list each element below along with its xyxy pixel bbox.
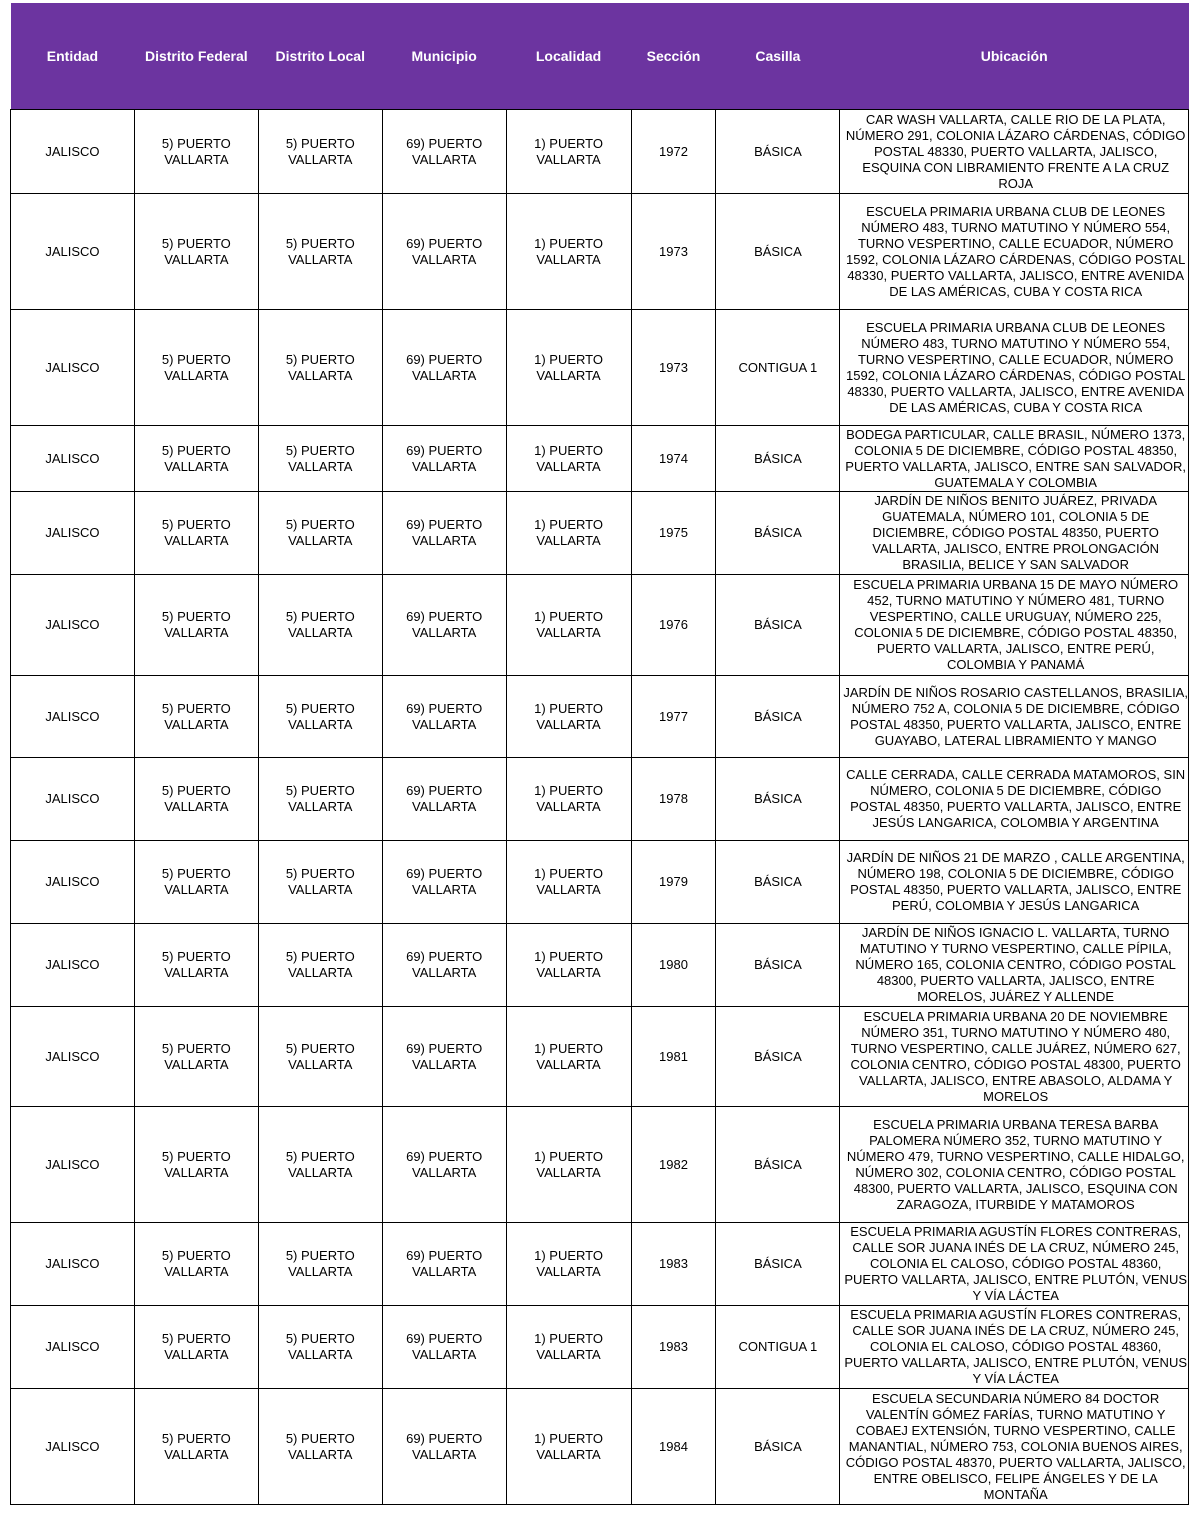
header-distrito-local: Distrito Local xyxy=(258,3,382,110)
cell-seccion: 1984 xyxy=(631,1389,716,1505)
cell-municipio: 69) PUERTO VALLARTA xyxy=(382,1223,506,1306)
cell-ubicacion: ESCUELA PRIMARIA URBANA 15 DE MAYO NÚMERO 452, TURNO MATUTINO Y NÚMERO 481, TURNO VESPERTINO, CALLE URUGUAY, NÚMERO 225, COLONIA 5 DE DICIEMBRE, CÓDIGO POSTAL 48350, PUERTO VALLARTA, JALISCO, ENTRE PERÚ, COLOMBIA Y PANAMÁ xyxy=(840,575,1189,676)
cell-distrito-local: 5) PUERTO VALLARTA xyxy=(258,1389,382,1505)
cell-localidad: 1) PUERTO VALLARTA xyxy=(506,924,631,1007)
cell-casilla: BÁSICA xyxy=(716,1389,840,1505)
cell-municipio: 69) PUERTO VALLARTA xyxy=(382,575,506,676)
cell-entidad: JALISCO xyxy=(11,310,135,426)
cell-seccion: 1982 xyxy=(631,1107,716,1223)
cell-entidad: JALISCO xyxy=(11,426,135,492)
cell-distrito-local: 5) PUERTO VALLARTA xyxy=(258,1007,382,1107)
cell-distrito-local: 5) PUERTO VALLARTA xyxy=(258,1306,382,1389)
table-row xyxy=(11,758,1189,841)
cell-casilla: BÁSICA xyxy=(716,575,840,676)
cell-distrito-federal: 5) PUERTO VALLARTA xyxy=(134,1007,258,1107)
cell-ubicacion: ESCUELA PRIMARIA URBANA TERESA BARBA PALOMERA NÚMERO 352, TURNO MATUTINO Y NÚMERO 479, TURNO VESPERTINO, CALLE HIDALGO, NÚMERO 302, COLONIA CENTRO, CÓDIGO POSTAL 48300, PUERTO VALLARTA, JALISCO, ESQUINA CON ZARAGOZA, ITURBIDE Y MATAMOROS xyxy=(840,1107,1189,1223)
cell-casilla: BÁSICA xyxy=(716,492,840,575)
header-casilla: Casilla xyxy=(716,3,840,110)
cell-casilla: BÁSICA xyxy=(716,841,840,924)
cell-distrito-federal: 5) PUERTO VALLARTA xyxy=(134,426,258,492)
table-row xyxy=(11,676,1189,758)
cell-entidad: JALISCO xyxy=(11,841,135,924)
cell-seccion: 1979 xyxy=(631,841,716,924)
cell-distrito-local: 5) PUERTO VALLARTA xyxy=(258,426,382,492)
cell-seccion: 1980 xyxy=(631,924,716,1007)
cell-casilla: BÁSICA xyxy=(716,1107,840,1223)
cell-distrito-federal: 5) PUERTO VALLARTA xyxy=(134,676,258,758)
cell-distrito-local: 5) PUERTO VALLARTA xyxy=(258,758,382,841)
cell-casilla: BÁSICA xyxy=(716,924,840,1007)
cell-casilla: BÁSICA xyxy=(716,426,840,492)
cell-localidad: 1) PUERTO VALLARTA xyxy=(506,426,631,492)
cell-distrito-federal: 5) PUERTO VALLARTA xyxy=(134,492,258,575)
cell-seccion: 1978 xyxy=(631,758,716,841)
cell-ubicacion: CAR WASH VALLARTA, CALLE RIO DE LA PLATA, NÚMERO 291, COLONIA LÁZARO CÁRDENAS, CÓDIGO POSTAL 48330, PUERTO VALLARTA, JALISCO, ESQUINA CON LIBRAMIENTO FRENTE A LA CRUZ ROJA xyxy=(840,110,1189,194)
table-row xyxy=(11,1389,1189,1505)
cell-casilla: BÁSICA xyxy=(716,194,840,310)
cell-entidad: JALISCO xyxy=(11,1007,135,1107)
cell-distrito-federal: 5) PUERTO VALLARTA xyxy=(134,194,258,310)
table-row xyxy=(11,1007,1189,1107)
cell-localidad: 1) PUERTO VALLARTA xyxy=(506,841,631,924)
cell-entidad: JALISCO xyxy=(11,676,135,758)
table-body xyxy=(11,110,1189,1505)
table-row xyxy=(11,194,1189,310)
cell-ubicacion: JARDÍN DE NIÑOS IGNACIO L. VALLARTA, TURNO MATUTINO Y TURNO VESPERTINO, CALLE PÍPILA, NÚMERO 165, COLONIA CENTRO, CÓDIGO POSTAL 48300, PUERTO VALLARTA, JALISCO, ENTRE MORELOS, JUÁREZ Y ALLENDE xyxy=(840,924,1189,1007)
cell-casilla: CONTIGUA 1 xyxy=(716,310,840,426)
cell-distrito-federal: 5) PUERTO VALLARTA xyxy=(134,924,258,1007)
header-seccion: Sección xyxy=(631,3,716,110)
cell-entidad: JALISCO xyxy=(11,1107,135,1223)
cell-municipio: 69) PUERTO VALLARTA xyxy=(382,110,506,194)
cell-distrito-federal: 5) PUERTO VALLARTA xyxy=(134,1389,258,1505)
cell-municipio: 69) PUERTO VALLARTA xyxy=(382,194,506,310)
cell-seccion: 1975 xyxy=(631,492,716,575)
header-localidad: Localidad xyxy=(506,3,631,110)
header-row xyxy=(11,3,1189,110)
cell-municipio: 69) PUERTO VALLARTA xyxy=(382,841,506,924)
cell-distrito-local: 5) PUERTO VALLARTA xyxy=(258,575,382,676)
cell-distrito-local: 5) PUERTO VALLARTA xyxy=(258,841,382,924)
cell-entidad: JALISCO xyxy=(11,924,135,1007)
cell-entidad: JALISCO xyxy=(11,575,135,676)
table-row xyxy=(11,1107,1189,1223)
table-row xyxy=(11,110,1189,194)
cell-distrito-federal: 5) PUERTO VALLARTA xyxy=(134,310,258,426)
cell-municipio: 69) PUERTO VALLARTA xyxy=(382,310,506,426)
cell-seccion: 1977 xyxy=(631,676,716,758)
cell-distrito-local: 5) PUERTO VALLARTA xyxy=(258,1107,382,1223)
cell-localidad: 1) PUERTO VALLARTA xyxy=(506,110,631,194)
cell-seccion: 1972 xyxy=(631,110,716,194)
cell-casilla: BÁSICA xyxy=(716,676,840,758)
cell-distrito-local: 5) PUERTO VALLARTA xyxy=(258,110,382,194)
header-municipio: Municipio xyxy=(382,3,506,110)
cell-localidad: 1) PUERTO VALLARTA xyxy=(506,676,631,758)
cell-localidad: 1) PUERTO VALLARTA xyxy=(506,1223,631,1306)
cell-seccion: 1983 xyxy=(631,1306,716,1389)
cell-entidad: JALISCO xyxy=(11,1306,135,1389)
cell-municipio: 69) PUERTO VALLARTA xyxy=(382,758,506,841)
cell-entidad: JALISCO xyxy=(11,1389,135,1505)
cell-municipio: 69) PUERTO VALLARTA xyxy=(382,676,506,758)
cell-distrito-federal: 5) PUERTO VALLARTA xyxy=(134,1306,258,1389)
cell-ubicacion: ESCUELA PRIMARIA URBANA CLUB DE LEONES NÚMERO 483, TURNO MATUTINO Y NÚMERO 554, TURNO VESPERTINO, CALLE ECUADOR, NÚMERO 1592, COLONIA LÁZARO CÁRDENAS, CÓDIGO POSTAL 48330, PUERTO VALLARTA, JALISCO, ENTRE AVENIDA DE LAS AMÉRICAS, CUBA Y COSTA RICA xyxy=(840,194,1189,310)
cell-distrito-local: 5) PUERTO VALLARTA xyxy=(258,924,382,1007)
header-ubicacion: Ubicación xyxy=(840,3,1189,110)
header-entidad: Entidad xyxy=(11,3,135,110)
cell-casilla: CONTIGUA 1 xyxy=(716,1306,840,1389)
cell-localidad: 1) PUERTO VALLARTA xyxy=(506,1107,631,1223)
cell-distrito-local: 5) PUERTO VALLARTA xyxy=(258,194,382,310)
cell-localidad: 1) PUERTO VALLARTA xyxy=(506,1389,631,1505)
cell-distrito-local: 5) PUERTO VALLARTA xyxy=(258,1223,382,1306)
cell-distrito-local: 5) PUERTO VALLARTA xyxy=(258,676,382,758)
cell-entidad: JALISCO xyxy=(11,1223,135,1306)
cell-ubicacion: ESCUELA SECUNDARIA NÚMERO 84 DOCTOR VALENTÍN GÓMEZ FARÍAS, TURNO MATUTINO Y COBAEJ EXTENSIÓN, TURNO VESPERTINO, CALLE MANANTIAL, NÚMERO 753, COLONIA BUENOS AIRES, CÓDIGO POSTAL 48370, PUERTO VALLARTA, JALISCO, ENTRE OBELISCO, FELIPE ÁNGELES Y DE LA MONTAÑA xyxy=(840,1389,1189,1505)
table-row xyxy=(11,310,1189,426)
cell-entidad: JALISCO xyxy=(11,194,135,310)
cell-ubicacion: ESCUELA PRIMARIA AGUSTÍN FLORES CONTRERAS, CALLE SOR JUANA INÉS DE LA CRUZ, NÚMERO 245, COLONIA EL CALOSO, CÓDIGO POSTAL 48360, PUERTO VALLARTA, JALISCO, ENTRE PLUTÓN, VENUS Y VÍA LÁCTEA xyxy=(840,1306,1189,1389)
cell-ubicacion: JARDÍN DE NIÑOS ROSARIO CASTELLANOS, BRASILIA, NÚMERO 752 A, COLONIA 5 DE DICIEMBRE, CÓDIGO POSTAL 48350, PUERTO VALLARTA, JALISCO, ENTRE GUAYABO, LATERAL LIBRAMIENTO Y MANGO xyxy=(840,676,1189,758)
cell-distrito-federal: 5) PUERTO VALLARTA xyxy=(134,110,258,194)
cell-municipio: 69) PUERTO VALLARTA xyxy=(382,426,506,492)
table-row xyxy=(11,1223,1189,1306)
cell-municipio: 69) PUERTO VALLARTA xyxy=(382,1107,506,1223)
cell-entidad: JALISCO xyxy=(11,110,135,194)
table-row xyxy=(11,575,1189,676)
cell-distrito-federal: 5) PUERTO VALLARTA xyxy=(134,1223,258,1306)
cell-seccion: 1981 xyxy=(631,1007,716,1107)
cell-localidad: 1) PUERTO VALLARTA xyxy=(506,310,631,426)
cell-ubicacion: ESCUELA PRIMARIA AGUSTÍN FLORES CONTRERAS, CALLE SOR JUANA INÉS DE LA CRUZ, NÚMERO 245, COLONIA EL CALOSO, CÓDIGO POSTAL 48360, PUERTO VALLARTA, JALISCO, ENTRE PLUTÓN, VENUS Y VÍA LÁCTEA xyxy=(840,1223,1189,1306)
cell-localidad: 1) PUERTO VALLARTA xyxy=(506,1306,631,1389)
cell-casilla: BÁSICA xyxy=(716,1223,840,1306)
cell-seccion: 1974 xyxy=(631,426,716,492)
table-row xyxy=(11,841,1189,924)
cell-municipio: 69) PUERTO VALLARTA xyxy=(382,924,506,1007)
cell-ubicacion: BODEGA PARTICULAR, CALLE BRASIL, NÚMERO 1373, COLONIA 5 DE DICIEMBRE, CÓDIGO POSTAL 48350, PUERTO VALLARTA, JALISCO, ENTRE SAN SALVADOR, GUATEMALA Y COLOMBIA xyxy=(840,426,1189,492)
cell-seccion: 1976 xyxy=(631,575,716,676)
cell-distrito-local: 5) PUERTO VALLARTA xyxy=(258,310,382,426)
cell-ubicacion: CALLE CERRADA, CALLE CERRADA MATAMOROS, SIN NÚMERO, COLONIA 5 DE DICIEMBRE, CÓDIGO POSTAL 48350, PUERTO VALLARTA, JALISCO, ENTRE JESÚS LANGARICA, COLOMBIA Y ARGENTINA xyxy=(840,758,1189,841)
cell-casilla: BÁSICA xyxy=(716,758,840,841)
cell-distrito-local: 5) PUERTO VALLARTA xyxy=(258,492,382,575)
cell-seccion: 1973 xyxy=(631,310,716,426)
cell-ubicacion: JARDÍN DE NIÑOS BENITO JUÁREZ, PRIVADA GUATEMALA, NÚMERO 101, COLONIA 5 DE DICIEMBRE, CÓDIGO POSTAL 48350, PUERTO VALLARTA, JALISCO, ENTRE PROLONGACIÓN BRASILIA, BELICE Y SAN SALVADOR xyxy=(840,492,1189,575)
cell-casilla: BÁSICA xyxy=(716,1007,840,1107)
casillas-table xyxy=(10,3,1189,1505)
cell-localidad: 1) PUERTO VALLARTA xyxy=(506,1007,631,1107)
header-distrito-federal: Distrito Federal xyxy=(134,3,258,110)
table-row xyxy=(11,426,1189,492)
cell-ubicacion: ESCUELA PRIMARIA URBANA CLUB DE LEONES NÚMERO 483, TURNO MATUTINO Y NÚMERO 554, TURNO VESPERTINO, CALLE ECUADOR, NÚMERO 1592, COLONIA LÁZARO CÁRDENAS, CÓDIGO POSTAL 48330, PUERTO VALLARTA, JALISCO, ENTRE AVENIDA DE LAS AMÉRICAS, CUBA Y COSTA RICA xyxy=(840,310,1189,426)
cell-seccion: 1973 xyxy=(631,194,716,310)
cell-seccion: 1983 xyxy=(631,1223,716,1306)
table-row xyxy=(11,492,1189,575)
cell-localidad: 1) PUERTO VALLARTA xyxy=(506,492,631,575)
cell-ubicacion: ESCUELA PRIMARIA URBANA 20 DE NOVIEMBRE NÚMERO 351, TURNO MATUTINO Y NÚMERO 480, TURNO VESPERTINO, CALLE JUÁREZ, NÚMERO 627, COLONIA CENTRO, CÓDIGO POSTAL 48300, PUERTO VALLARTA, JALISCO, ENTRE ABASOLO, ALDAMA Y MORELOS xyxy=(840,1007,1189,1107)
cell-entidad: JALISCO xyxy=(11,758,135,841)
cell-localidad: 1) PUERTO VALLARTA xyxy=(506,575,631,676)
cell-ubicacion: JARDÍN DE NIÑOS 21 DE MARZO , CALLE ARGENTINA, NÚMERO 198, COLONIA 5 DE DICIEMBRE, CÓDIGO POSTAL 48350, PUERTO VALLARTA, JALISCO, ENTRE PERÚ, COLOMBIA Y JESÚS LANGARICA xyxy=(840,841,1189,924)
cell-distrito-federal: 5) PUERTO VALLARTA xyxy=(134,841,258,924)
cell-casilla: BÁSICA xyxy=(716,110,840,194)
cell-municipio: 69) PUERTO VALLARTA xyxy=(382,492,506,575)
cell-localidad: 1) PUERTO VALLARTA xyxy=(506,758,631,841)
cell-localidad: 1) PUERTO VALLARTA xyxy=(506,194,631,310)
table-row xyxy=(11,1306,1189,1389)
cell-entidad: JALISCO xyxy=(11,492,135,575)
table-row xyxy=(11,924,1189,1007)
cell-distrito-federal: 5) PUERTO VALLARTA xyxy=(134,1107,258,1223)
cell-municipio: 69) PUERTO VALLARTA xyxy=(382,1007,506,1107)
cell-municipio: 69) PUERTO VALLARTA xyxy=(382,1306,506,1389)
cell-distrito-federal: 5) PUERTO VALLARTA xyxy=(134,575,258,676)
cell-municipio: 69) PUERTO VALLARTA xyxy=(382,1389,506,1505)
cell-distrito-federal: 5) PUERTO VALLARTA xyxy=(134,758,258,841)
